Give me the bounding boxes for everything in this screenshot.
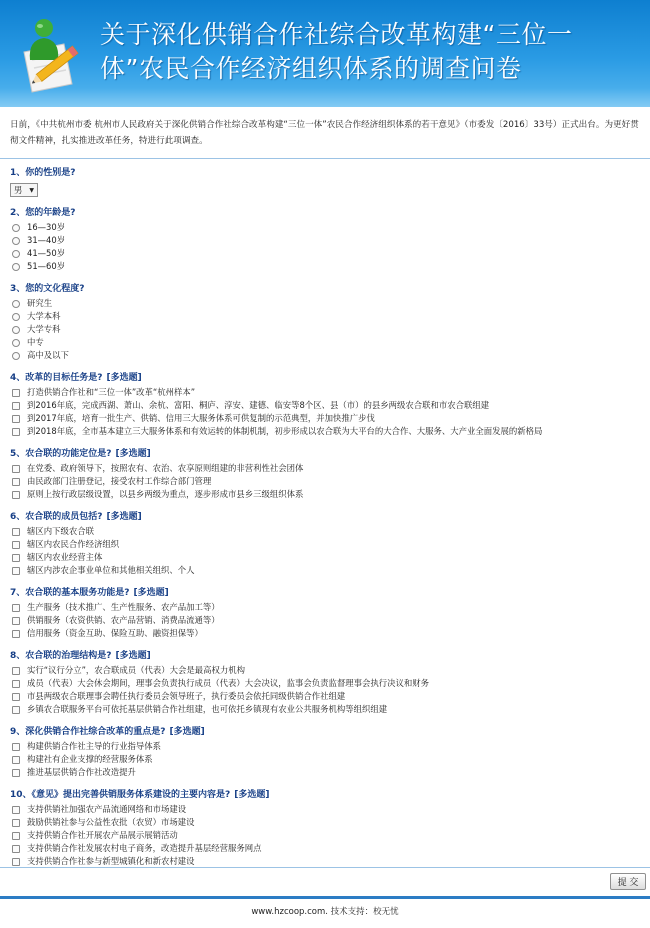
checkbox[interactable] [12,541,20,549]
checkbox-option[interactable] [10,425,640,438]
option-label: 在党委、政府领导下，按照农有、农治、农享原则组建的非营利性社会团体 [27,463,304,473]
question-list [10,166,640,877]
question-title [10,447,640,461]
option-label: 支持供销合作社发展农村电子商务，改造提升基层经营服务网点 [27,843,262,853]
checkbox-option[interactable] [10,412,640,425]
option-label: 到2017年底，培育一批生产、供销、信用三大服务体系可供复制的示范典型，并加快推广步伐 [27,413,375,423]
option-label: 构建供销合作社主导的行业指导体系 [27,741,161,751]
radio-button[interactable] [12,300,20,308]
option-label: 辖区内农业经营主体 [27,552,103,562]
question-9 [10,725,640,779]
question-title-text: 7、农合联的基本服务功能是? [10,588,130,598]
checkbox[interactable] [12,845,20,853]
question-title-text: 10、《意见》提出完善供销服务体系建设的主要内容是? [10,790,231,800]
option-label: 大学本科 [27,311,61,321]
multi-select-tag: [多选题] [169,727,205,737]
survey-pencil-icon [14,14,86,94]
radio-button[interactable] [12,263,20,271]
option-label: 大学专科 [27,324,61,334]
option-label: 辖区内下级农合联 [27,526,94,536]
checkbox[interactable] [12,554,20,562]
option-label: 41—50岁 [27,248,66,258]
question-title-text: 4、改革的目标任务是? [10,373,103,383]
question-title [10,206,640,220]
option-label: 到2016年底，完成西湖、萧山、余杭、富阳、桐庐、淳安、建德、临安等8个区、县（市）的县乡两级农合联和市农合联组建 [27,400,490,410]
checkbox[interactable] [12,819,20,827]
checkbox[interactable] [12,756,20,764]
intro-divider [0,158,650,159]
checkbox[interactable] [12,528,20,536]
radio-button[interactable] [12,352,20,360]
option-label: 中专 [27,337,44,347]
question-title [10,371,640,385]
footer-bar [0,896,650,899]
radio-option[interactable] [10,310,640,323]
question-title [10,725,640,739]
option-label: 高中及以下 [27,350,69,360]
question-3 [10,282,640,362]
checkbox-option[interactable] [10,816,640,829]
question-title-text: 8、农合联的治理结构是? [10,651,112,661]
radio-option[interactable] [10,260,640,273]
submit-button[interactable]: 提 交 [610,873,646,890]
checkbox-option[interactable] [10,703,640,716]
checkbox[interactable] [12,465,20,473]
option-label: 支持供销社加强农产品流通网络和市场建设 [27,804,187,814]
option-label: 乡镇农合联服务平台可依托基层供销合作社组建，也可依托乡镇现有农业公共服务机构等组织组建 [27,704,388,714]
option-label: 打造供销合作社和“三位一体”改革“杭州样本” [27,387,196,397]
checkbox[interactable] [12,858,20,866]
intro-text: 日前，《中共杭州市委 杭州市人民政府关于深化供销合作社综合改革构建“三位一体”农民合作经济组织体系的若干意见》（市委发〔2016〕33号）正式出台。为更好贯彻文件精神，扎实推进改革任务，特进行此项调查。 [10,120,639,146]
bottom-divider [0,867,650,868]
checkbox-option[interactable] [10,627,640,640]
question-title [10,282,640,296]
page-header [0,0,650,107]
checkbox[interactable] [12,604,20,612]
checkbox-option[interactable] [10,564,640,577]
option-label: 16—30岁 [27,222,66,232]
checkbox[interactable] [12,630,20,638]
question-1 [10,166,640,197]
question-8 [10,649,640,716]
checkbox[interactable] [12,567,20,575]
checkbox[interactable] [12,617,20,625]
checkbox-option[interactable] [10,488,640,501]
checkbox-option[interactable] [10,664,640,677]
option-label: 到2018年底，全市基本建立三大服务体系和有效运转的体制机制，初步形成以农合联为大平台的大合作、大服务、大产业全面发展的新格局 [27,426,543,436]
checkbox-option[interactable] [10,475,640,488]
option-label: 支持供销合作社参与新型城镇化和新农村建设 [27,856,195,866]
question-title [10,586,640,600]
question-10 [10,788,640,868]
multi-select-tag: [多选题] [133,588,169,598]
radio-button[interactable] [12,326,20,334]
radio-button[interactable] [12,339,20,347]
radio-button[interactable] [12,250,20,258]
option-label: 辖区内农民合作经济组织 [27,539,120,549]
checkbox-option[interactable] [10,677,640,690]
gender-select[interactable] [10,183,38,197]
radio-option[interactable] [10,297,640,310]
radio-option[interactable] [10,323,640,336]
checkbox[interactable] [12,478,20,486]
option-label: 推进基层供销合作社改造提升 [27,767,136,777]
checkbox[interactable] [12,832,20,840]
checkbox-option[interactable] [10,601,640,614]
checkbox[interactable] [12,402,20,410]
option-label: 供销服务（农资供销、农产品营销、消费品流通等） [27,615,220,625]
checkbox[interactable] [12,491,20,499]
option-label: 市县两级农合联理事会聘任执行委员会领导班子，执行委员会依托同级供销合作社组建 [27,691,346,701]
question-title-text: 5、农合联的功能定位是? [10,449,112,459]
checkbox[interactable] [12,693,20,701]
checkbox[interactable] [12,806,20,814]
checkbox-option[interactable] [10,399,640,412]
checkbox-option[interactable] [10,538,640,551]
question-title [10,788,640,802]
checkbox-option[interactable] [10,614,640,627]
multi-select-tag: [多选题] [115,651,151,661]
checkbox-option[interactable] [10,386,640,399]
select-value: 男 [14,185,23,195]
checkbox[interactable] [12,428,20,436]
question-6 [10,510,640,577]
option-label: 信用服务（资金互助、保险互助、融资担保等） [27,628,203,638]
radio-button[interactable] [12,313,20,321]
dropdown-arrow-icon: ▼ [29,186,34,194]
multi-select-tag: [多选题] [106,512,142,522]
option-label: 辖区内涉农企事业单位和其他相关组织、个人 [27,565,195,575]
checkbox-option[interactable] [10,829,640,842]
option-label: 研究生 [27,298,53,308]
footer-credit: www.hzcoop.com. 技术支持：校无忧 [251,907,399,917]
question-title [10,166,640,180]
checkbox[interactable] [12,415,20,423]
radio-option[interactable] [10,221,640,234]
title-line-1: 关于深化供销合作社综合改革构建“三位一 [100,20,573,49]
checkbox[interactable] [12,743,20,751]
checkbox[interactable] [12,706,20,714]
question-title-text: 2、您的年龄是? [10,208,76,218]
question-title-text: 6、农合联的成员包括? [10,512,103,522]
radio-option[interactable] [10,349,640,362]
question-2 [10,206,640,273]
radio-button[interactable] [12,224,20,232]
multi-select-tag: [多选题] [115,449,151,459]
checkbox[interactable] [12,769,20,777]
question-4 [10,371,640,438]
question-title-text: 3、您的文化程度? [10,284,85,294]
question-title [10,510,640,524]
question-5 [10,447,640,501]
checkbox-option[interactable] [10,690,640,703]
option-label: 实行“议行分立”，农合联成员（代表）大会是最高权力机构 [27,665,246,675]
option-label: 51—60岁 [27,261,66,271]
question-title [10,649,640,663]
question-title-text: 9、深化供销合作社综合改革的重点是? [10,727,166,737]
title-line-2: 体”农民合作经济组织体系的调查问卷 [100,54,522,83]
option-label: 原则上按行政层级设置，以县乡两级为重点，逐步形成市县乡三级组织体系 [27,489,304,499]
question-title-text: 1、你的性别是? [10,168,76,178]
page-title [100,18,640,86]
radio-option[interactable] [10,234,640,247]
checkbox[interactable] [12,680,20,688]
radio-button[interactable] [12,237,20,245]
option-label: 鼓励供销社参与公益性农批（农贸）市场建设 [27,817,195,827]
checkbox-option[interactable] [10,551,640,564]
radio-option[interactable] [10,336,640,349]
option-label: 由民政部门注册登记，接受农村工作综合部门管理 [27,476,212,486]
option-label: 支持供销合作社开展农产品展示展销活动 [27,830,178,840]
checkbox-option[interactable] [10,753,640,766]
option-label: 31—40岁 [27,235,66,245]
checkbox-option[interactable] [10,803,640,816]
checkbox-option[interactable] [10,842,640,855]
option-label: 成员（代表）大会休会期间，理事会负责执行成员（代表）大会决议，监事会负责监督理事会执行决议和财务 [27,678,429,688]
question-7 [10,586,640,640]
multi-select-tag: [多选题] [106,373,142,383]
radio-option[interactable] [10,247,640,260]
checkbox[interactable] [12,389,20,397]
option-label: 生产服务（技术推广、生产性服务、农产品加工等） [27,602,220,612]
multi-select-tag: [多选题] [234,790,270,800]
checkbox-option[interactable] [10,766,640,779]
option-label: 构建社有企业支撑的经营服务体系 [27,754,153,764]
checkbox-option[interactable] [10,525,640,538]
checkbox[interactable] [12,667,20,675]
checkbox-option[interactable] [10,740,640,753]
checkbox-option[interactable] [10,462,640,475]
